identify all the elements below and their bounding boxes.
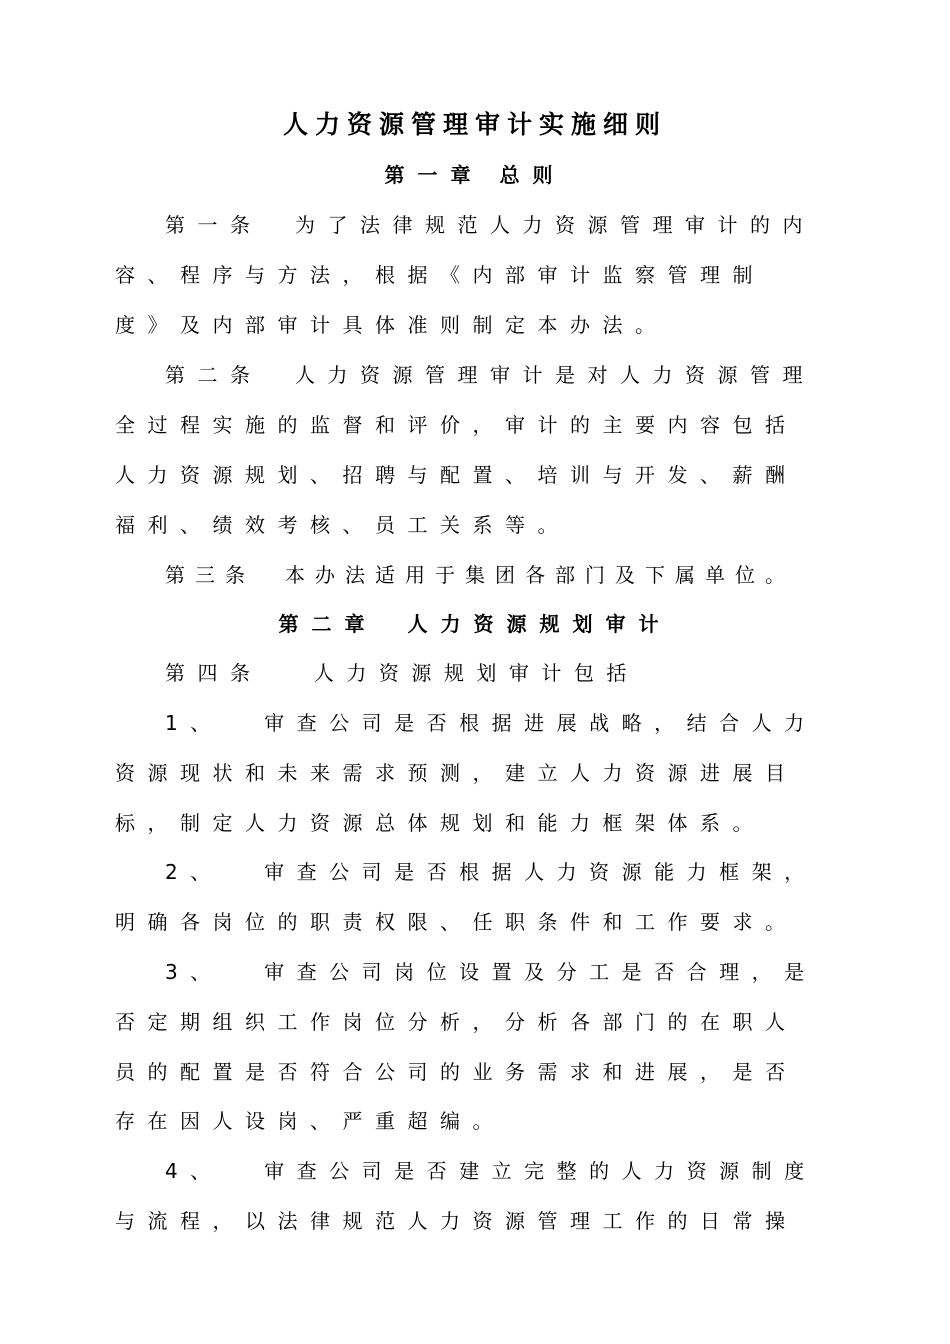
paragraph-line: 标，制定人力资源总体规划和能力框架体系。: [115, 811, 765, 835]
chapter-2-number: 第二章: [278, 612, 378, 636]
paragraph-line: 资源现状和未来需求预测，建立人力资源进展目: [115, 761, 798, 785]
chapter-2-heading: [0, 604, 950, 644]
paragraph-line: 全过程实施的监督和评价，审计的主要内容包括: [115, 413, 798, 437]
paragraph-line: 存在因人设岗、严重超编。: [115, 1109, 505, 1133]
paragraph-line: 4、 审查公司是否建立完整的人力资源制度: [165, 1159, 817, 1183]
paragraph-line: 福利、绩效考核、员工关系等。: [115, 513, 570, 537]
chapter-1-heading: [0, 155, 950, 195]
paragraph-line: 与流程，以法律规范人力资源管理工作的日常操: [115, 1209, 798, 1233]
paragraph-line: 人力资源规划、招聘与配置、培训与开发、薪酬: [115, 463, 798, 487]
chapter-2-name: 人力资源规划审计: [407, 612, 672, 636]
chapter-1-name: 总则: [499, 163, 566, 187]
paragraph-line: 2、 审查公司是否根据人力资源能力框架，: [165, 860, 817, 884]
paragraph-line: 否定期组织工作岗位分析，分析各部门的在职人: [115, 1010, 798, 1034]
paragraph-line: 3、 审查公司岗位设置及分工是否合理，是: [165, 960, 817, 984]
paragraph-line: 明确各岗位的职责权限、任职条件和工作要求。: [115, 910, 798, 934]
paragraph-line: 第三条 本办法适用于集团各部门及下属单位。: [165, 563, 795, 587]
paragraph-line: 1、 审查公司是否根据进展战略，结合人力: [165, 711, 817, 735]
chapter-1-number: 第一章: [384, 163, 484, 187]
paragraph-line: 第四条 人力资源规划审计包括: [165, 661, 639, 685]
paragraph-line: 第一条 为了法律规范人力资源管理审计的内: [165, 213, 815, 237]
paragraph-line: 员的配置是否符合公司的业务需求和进展，是否: [115, 1060, 798, 1084]
paragraph-line: 容、程序与方法，根据《内部审计监察管理制: [115, 263, 765, 287]
document-title: 人力资源管理审计实施细则: [282, 110, 667, 139]
paragraph-line: 度》及内部审计具体准则制定本办法。: [115, 313, 668, 337]
paragraph-line: 第二条 人力资源管理审计是对人力资源管理: [165, 363, 815, 387]
